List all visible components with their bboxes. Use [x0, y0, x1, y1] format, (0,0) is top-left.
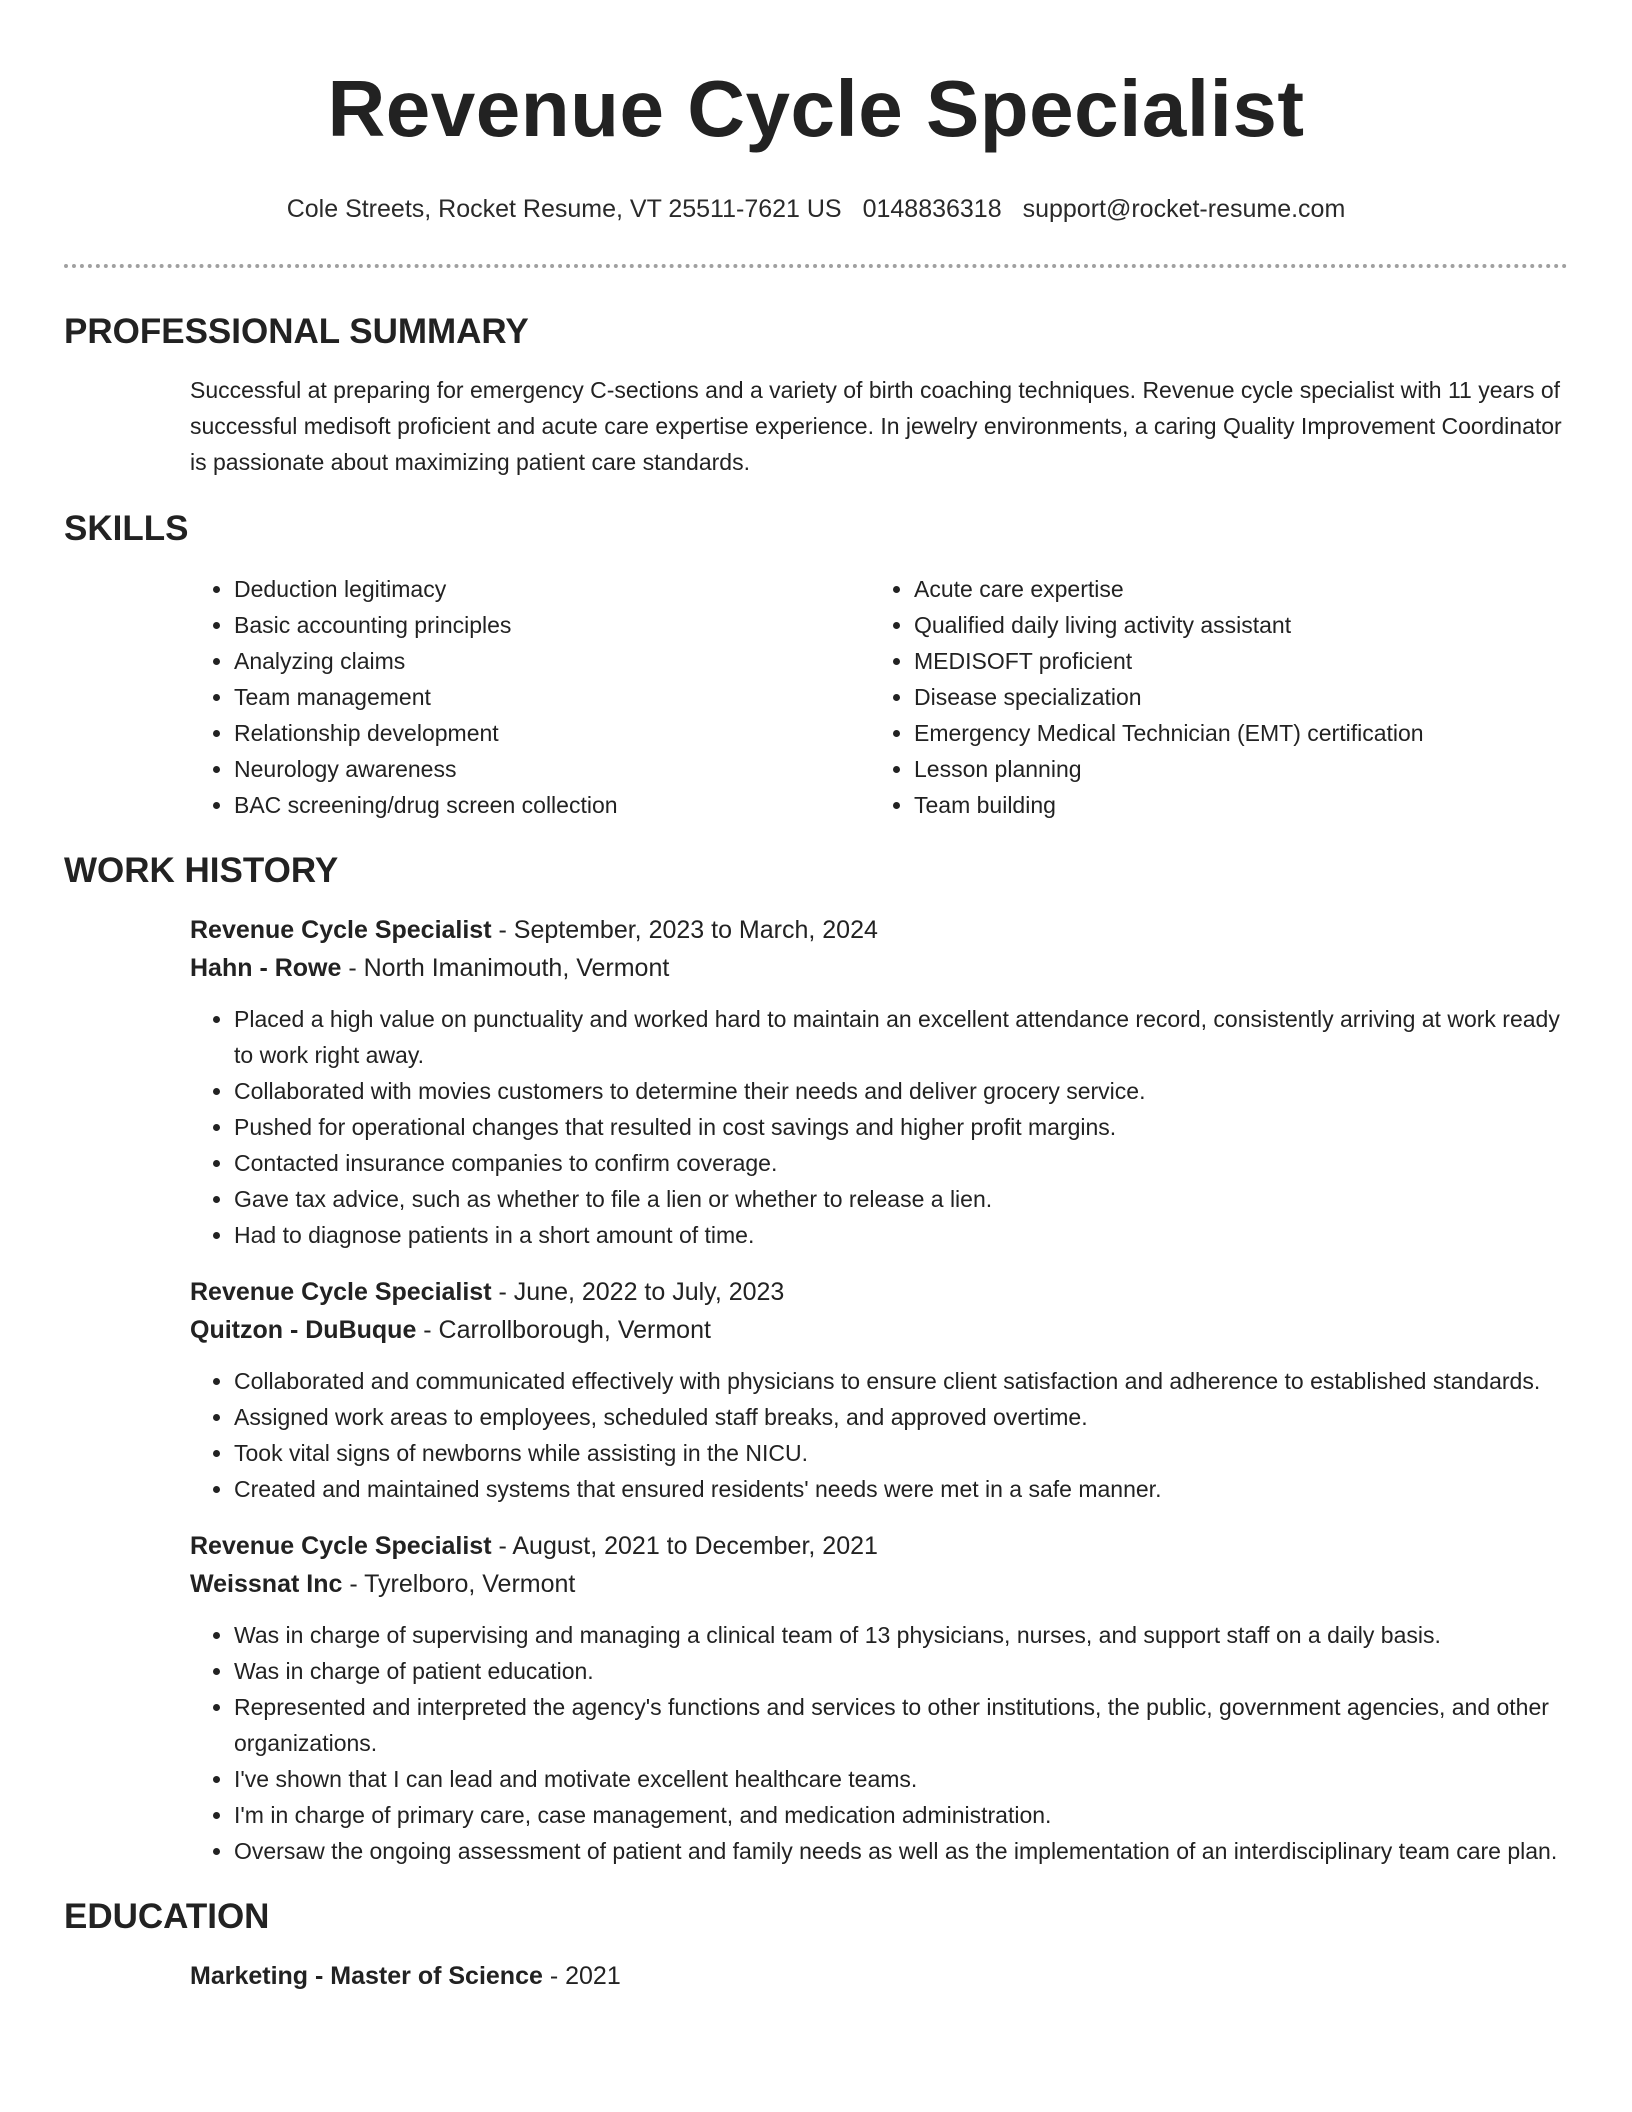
job-title-line	[190, 1273, 1568, 1311]
skill-item: • Disease specialization	[914, 679, 1550, 715]
job-company-line	[190, 1565, 1568, 1603]
work-history-title: WORK HISTORY	[64, 851, 339, 890]
skill-item: • Deduction legitimacy	[234, 571, 870, 607]
job-bullet: • Oversaw the ongoing assessment of patient and family needs as well as the implementation of an interdisciplinary team care plan.	[234, 1833, 1568, 1869]
job-entry	[190, 1527, 1568, 1869]
job-location: - North Imanimouth, Vermont	[341, 954, 670, 982]
contact-email: support@rocket-resume.com	[1022, 195, 1346, 223]
summary-text: Successful at preparing for emergency C-sections and a variety of birth coaching techniques. Revenue cycle specialist with 11 years of successful medisoft proficient and acute care expertise experience. In jewelry environments, a caring Quality Improvement Coordinator is passionate about maximizing patient care standards.	[190, 377, 1562, 475]
job-bullet: • Pushed for operational changes that resulted in cost savings and higher profit margins.	[234, 1109, 1568, 1145]
job-bullets	[190, 1363, 1568, 1507]
summary-title: PROFESSIONAL SUMMARY	[64, 312, 529, 351]
job-bullet: • Created and maintained systems that ensured residents' needs were met in a safe manner.	[234, 1471, 1568, 1507]
education-year: - 2021	[542, 1962, 621, 1990]
job-company-line	[190, 949, 1568, 987]
skills-column-left	[190, 571, 870, 823]
contact-line	[64, 194, 1568, 224]
job-entry	[190, 911, 1568, 1253]
skill-item: • Basic accounting principles	[234, 607, 870, 643]
skills-section	[64, 509, 1568, 823]
summary-section	[64, 312, 1568, 480]
skills-grid	[190, 571, 1568, 823]
skill-item: • MEDISOFT proficient	[914, 643, 1550, 679]
skill-item: • Acute care expertise	[914, 571, 1550, 607]
job-dates: - August, 2021 to December, 2021	[491, 1532, 878, 1560]
job-location: - Tyrelboro, Vermont	[342, 1570, 576, 1598]
resume-name: Revenue Cycle Specialist	[327, 64, 1305, 153]
skill-item: • Qualified daily living activity assistant	[914, 607, 1550, 643]
skill-item: • Analyzing claims	[234, 643, 870, 679]
skill-item: • Lesson planning	[914, 751, 1550, 787]
work-history-section	[64, 851, 1568, 1869]
job-company-line	[190, 1311, 1568, 1349]
job-bullet: • Took vital signs of newborns while assisting in the NICU.	[234, 1435, 1568, 1471]
education-section	[64, 1897, 1568, 1995]
job-company: Weissnat Inc	[190, 1570, 343, 1598]
job-bullets	[190, 1001, 1568, 1253]
job-dates: - September, 2023 to March, 2024	[491, 916, 878, 944]
job-bullet: • Collaborated and communicated effectively with physicians to ensure client satisfaction and adherence to established standards.	[234, 1363, 1568, 1399]
contact-phone: 0148836318	[862, 195, 1002, 223]
job-role: Revenue Cycle Specialist	[190, 916, 492, 944]
job-role: Revenue Cycle Specialist	[190, 1278, 492, 1306]
job-dates: - June, 2022 to July, 2023	[491, 1278, 785, 1306]
contact-address: Cole Streets, Rocket Resume, VT 25511-7621 US	[286, 195, 842, 223]
education-entry	[190, 1957, 1568, 1995]
skill-item: • BAC screening/drug screen collection	[234, 787, 870, 823]
job-bullets	[190, 1617, 1568, 1869]
skill-item: • Team management	[234, 679, 870, 715]
education-degree: Marketing - Master of Science	[190, 1962, 543, 1990]
education-line	[190, 1957, 1568, 1995]
job-bullet: • Placed a high value on punctuality and worked hard to maintain an excellent attendance record, consistently arriving at work ready to work right away.	[234, 1001, 1568, 1073]
skills-column-right	[870, 571, 1550, 823]
job-company: Quitzon - DuBuque	[190, 1316, 417, 1344]
job-bullet: • Represented and interpreted the agency's functions and services to other institutions, the public, government agencies, and other organizations.	[234, 1689, 1568, 1761]
job-company: Hahn - Rowe	[190, 954, 342, 982]
job-entry	[190, 1273, 1568, 1507]
skill-item: • Team building	[914, 787, 1550, 823]
education-title: EDUCATION	[64, 1897, 270, 1936]
skill-item: • Neurology awareness	[234, 751, 870, 787]
job-title-line	[190, 911, 1568, 949]
job-bullet: • Assigned work areas to employees, scheduled staff breaks, and approved overtime.	[234, 1399, 1568, 1435]
skills-title: SKILLS	[64, 509, 189, 548]
job-bullet: • I've shown that I can lead and motivate excellent healthcare teams.	[234, 1761, 1568, 1797]
job-bullet: • Was in charge of supervising and managing a clinical team of 13 physicians, nurses, and support staff on a daily basis.	[234, 1617, 1568, 1653]
job-bullet: • Collaborated with movies customers to determine their needs and deliver grocery service.	[234, 1073, 1568, 1109]
job-location: - Carrollborough, Vermont	[416, 1316, 711, 1344]
job-bullet: • Had to diagnose patients in a short amount of time.	[234, 1217, 1568, 1253]
skill-item: • Relationship development	[234, 715, 870, 751]
job-role: Revenue Cycle Specialist	[190, 1532, 492, 1560]
job-bullet: • Contacted insurance companies to confirm coverage.	[234, 1145, 1568, 1181]
job-bullet: • I'm in charge of primary care, case management, and medication administration.	[234, 1797, 1568, 1833]
job-bullet: • Gave tax advice, such as whether to file a lien or whether to release a lien.	[234, 1181, 1568, 1217]
job-bullet: • Was in charge of patient education.	[234, 1653, 1568, 1689]
skill-item: • Emergency Medical Technician (EMT) certification	[914, 715, 1550, 751]
header-divider	[64, 264, 1568, 268]
job-title-line	[190, 1527, 1568, 1565]
